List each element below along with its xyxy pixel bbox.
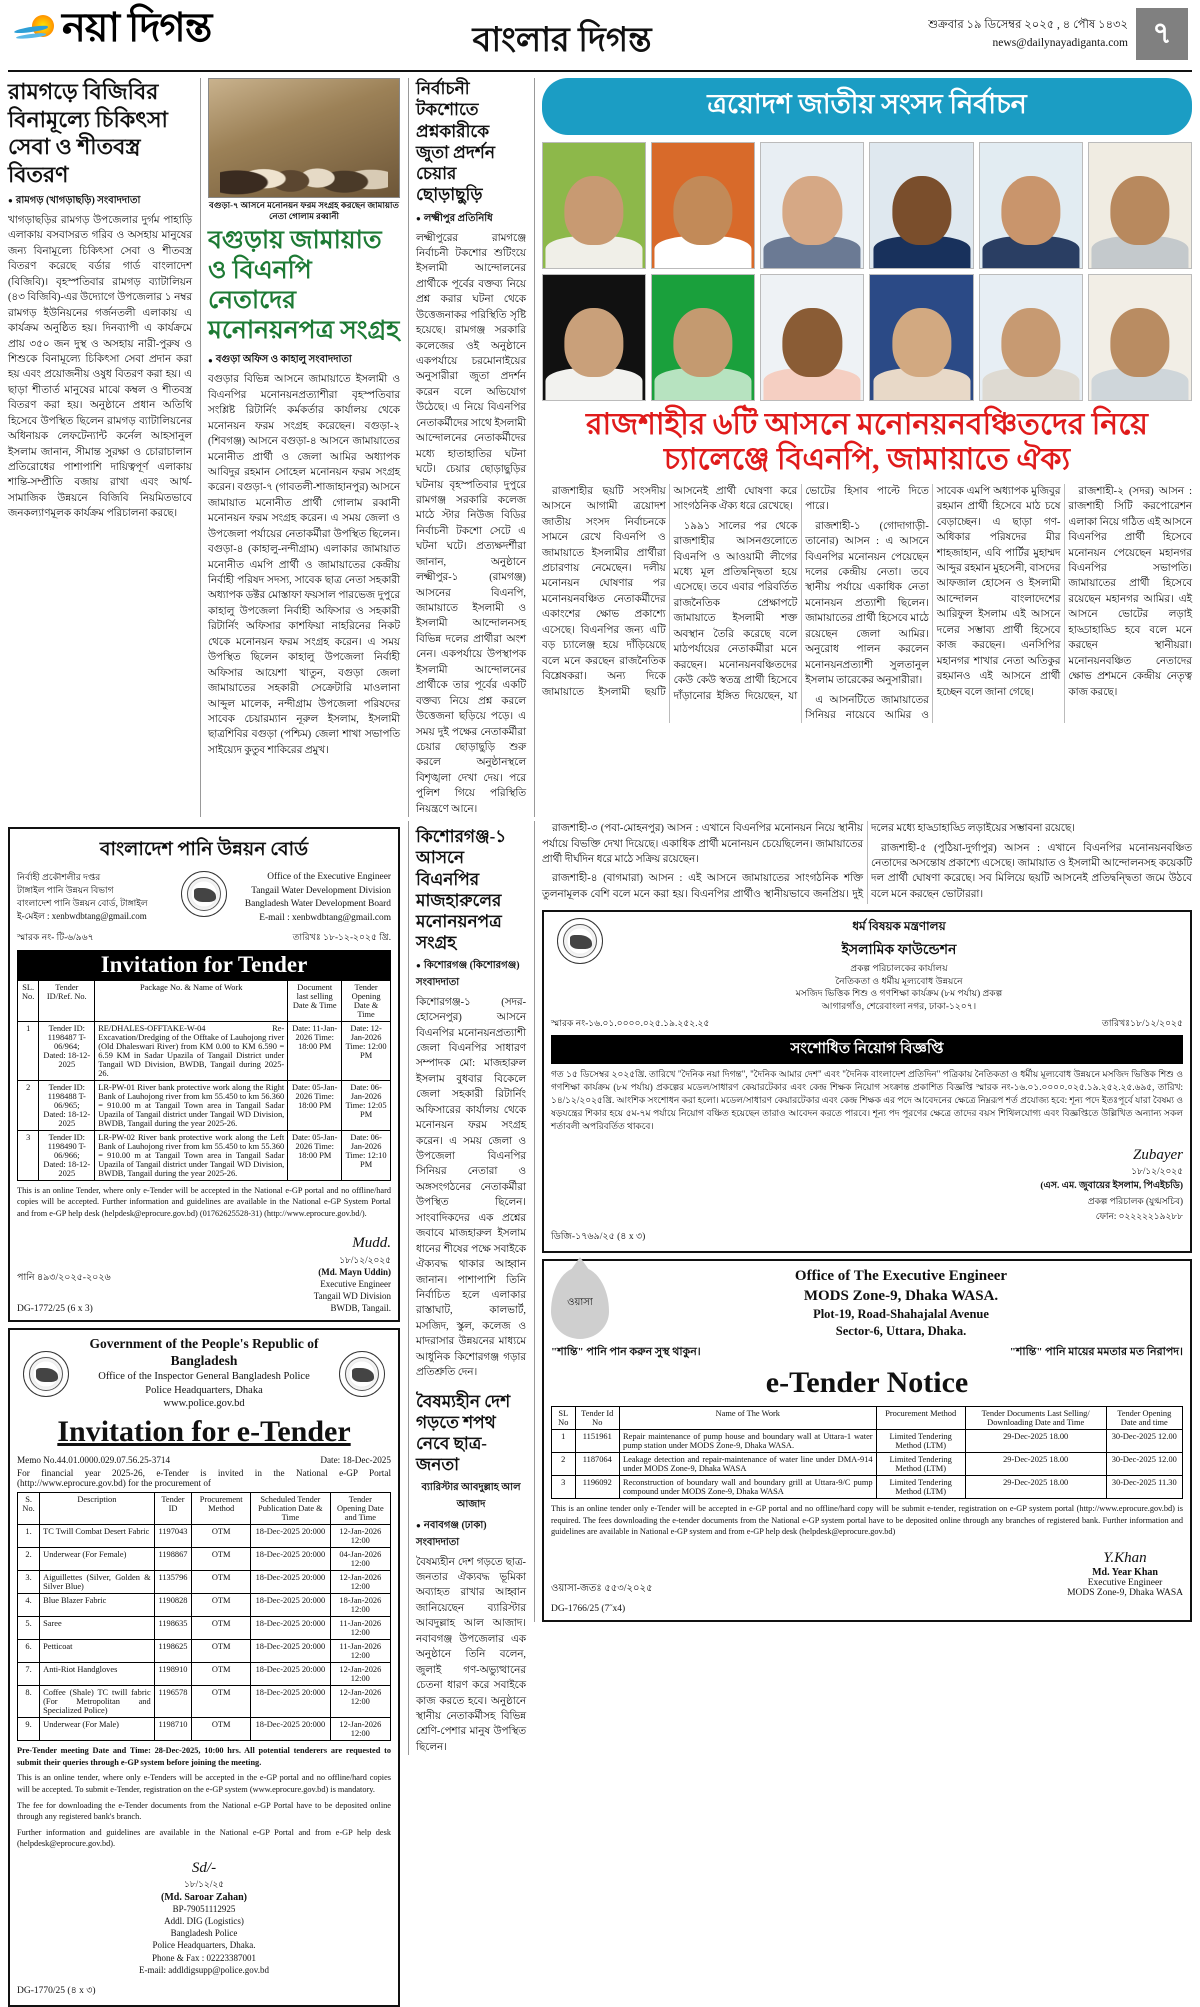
table-cell: 1190828 — [154, 1594, 192, 1617]
candidate-photo — [760, 142, 864, 269]
table-cell: 18-Jan-2026 12:00 — [330, 1594, 390, 1617]
text-line: Addl. DIG (Logistics) — [164, 1916, 244, 1927]
islamic-foundation-seal-icon — [557, 918, 603, 964]
table-column-header: Tender Opening Date and time — [1106, 1407, 1182, 1430]
table-cell: 18-Dec-2025 20:000 — [251, 1718, 331, 1741]
if-title-lines — [615, 918, 1183, 962]
table-cell: OTM — [192, 1548, 251, 1571]
election-paragraph: ১৯৯১ সালের পর থেকে রাজশাহীর আসনগুলোতে বিএনপি ও আওয়ামী লীগের মধ্যে মূল প্রতিদ্বন্দ্বিতা হয়ে এসেছে। তবে এবার পরিবর্তিত রাজনৈতিক প্রেক্ষাপটে জামায়াতে ইসলামী শক্ত অবস্থান তৈরি করেছে বলে মাঠপর্যায়ের নেতাকর্মীরা মনে করছেন। মনোনয়নবঞ্চিতদের কেউ কেউ স্বতন্ত্র প্রার্থী হিসেবে দাঁড়ানোর ইঙ্গিত দিয়েছেন, যা ভোটের হিসাব পাল্টে দিতে পারে। — [673, 485, 929, 702]
bwdb-memo: স্মারক নং- টি-৬/৯৬৭ — [17, 931, 94, 942]
election-banner: ত্রয়োদশ জাতীয় সংসদ নির্বাচন — [542, 78, 1192, 135]
table-cell: 18-Dec-2025 20:000 — [251, 1617, 331, 1640]
ads-right-column — [534, 821, 1192, 1622]
table-cell: 1. — [18, 1525, 40, 1548]
bwdb-tender-ad — [8, 827, 400, 1322]
candidate-photo-grid — [542, 142, 1192, 401]
bwdb-title: বাংলাদেশ পানি উন্নয়ন বোর্ড — [99, 839, 309, 861]
wasa-signature-mark: Y.Khan — [1103, 1550, 1147, 1567]
table-cell: Date: 06-Jan-2026 Time: 12:10 PM — [342, 1130, 391, 1180]
text-line: www.police.gov.bd — [163, 1398, 245, 1410]
if-date: তারিখঃ১৮/১২/২০২৫ — [1101, 1018, 1183, 1028]
table-column-header: Scheduled Tender Publication Date & Time — [251, 1493, 331, 1525]
table-cell: 3 — [18, 1130, 39, 1180]
if-signature-mark: Zubayer — [1133, 1147, 1183, 1164]
if-sig-name: (এস. এম. জুবায়ের ইসলাম, পিএইচডি) — [1040, 1181, 1183, 1192]
if-sub-lines — [615, 962, 1183, 1012]
table-cell: 8. — [18, 1686, 40, 1718]
column-bgb — [8, 78, 192, 817]
bwdb-sig-date: ১৮/১২/২০২৫ — [339, 1254, 391, 1265]
text-line: আগারগাঁও, শেরেবাংলা নগর, ঢাকা-১২০৭। — [821, 1000, 977, 1011]
table-cell: 2 — [552, 1453, 576, 1476]
table-row — [18, 1718, 391, 1741]
text-line: মসজিদ ভিত্তিক শিশু ও গণশিক্ষা কার্যক্রম (৮ম পর্যায়) প্রকল্প — [795, 988, 1003, 999]
table-cell: Blue Blazer Fabric — [40, 1594, 155, 1617]
text-line: BWDB, Tangail. — [330, 1303, 391, 1314]
wasa-signature — [1067, 1550, 1183, 1598]
bwdb-signature-mark: Mudd. — [352, 1235, 391, 1252]
police-signature-mark: Sd/- — [191, 1859, 217, 1876]
text-line: Bangladesh Police — [170, 1928, 238, 1939]
candidate-photo — [1088, 274, 1192, 401]
table-cell: 4. — [18, 1594, 40, 1617]
table-cell: 1 — [18, 1021, 39, 1080]
text-line: নির্বাহী প্রকৌশলীর দপ্তর — [17, 872, 101, 883]
table-cell: TC Twill Combat Desert Fabric — [40, 1525, 155, 1548]
election-paragraph: এ আসনটিতে জামায়াতের সিনিয়র নায়েবে আমির ও সাবেক এমপি অধ্যাপক মুজিবুর রহমান প্রার্থী হিসেবে মাঠ চষে বেড়াচ্ছেন। এ ছাড়া গণ-অধিকার পরিষদের মীর শাহজাহান, এবি পার্টির মুহাম্মদ আব্দুর রহমান মুহসেনী, বাসদের আফজাল হোসেন ও ইসলামী আন্দোলন বাংলাদেশের আরিফুল ইসলাম এই আসনে দলের সম্ভাব্য প্রার্থী হিসেবে কাজ করছেন। এনসিপির মহানগর শাখার নেতা অতিকুর রহমানও এই আসনে প্রার্থী হচ্ছেন বলে জানা গেছে। — [805, 485, 1061, 721]
election-paragraph: রাজশাহীর ছয়টি সংসদীয় আসনে আগামী ত্রয়োদশ জাতীয় সংসদ নির্বাচনকে সামনে রেখে বিএনপি ও জামায়াতে ইসলামীর প্রার্থীরা প্রচারণায় নেমেছেন। দলীয় মনোনয়ন ঘোষণার পর মনোনয়নবঞ্চিত নেতাকর্মীদের একাংশের ক্ষোভ প্রকাশ্যে এসেছে। বিএনপির জন্য এটি বড় চ্যালেঞ্জ হয়ে দাঁড়িয়েছে বলে মনে করছেন রাজনৈতিক বিশ্লেষকরা। অন্য দিকে জামায়াতে ইসলামী ছয়টি আসনেই প্রার্থী ঘোষণা করে সাংগঠনিক ঐক্য ধরে রেখেছে। — [542, 485, 798, 698]
bwdb-right-address — [233, 871, 391, 926]
table-column-header: Package No. & Name of Work — [95, 980, 288, 1021]
table-cell: 1135796 — [154, 1571, 192, 1594]
police-table-body — [18, 1525, 391, 1741]
text-line: Executive Engineer — [320, 1278, 391, 1289]
table-column-header: Procurement Method — [192, 1493, 251, 1525]
table-cell: 6. — [18, 1640, 40, 1663]
table-row — [552, 1430, 1183, 1453]
table-column-header: Description — [40, 1493, 155, 1525]
if-signature — [551, 1147, 1183, 1224]
bogura-headline: বগুড়ায় জামায়াত ও বিএনপি নেতাদের মনোনয়নপত্র সংগ্রহ — [208, 227, 400, 345]
table-cell: 18-Dec-2025 20:000 — [251, 1686, 331, 1718]
text-line: প্রকল্প পরিচালক (যুগ্মসচিব) — [1087, 1196, 1183, 1207]
table-cell: 12-Jan-2026 12:00 — [330, 1663, 390, 1686]
table-cell: 30-Dec-2025 11.30 — [1106, 1476, 1182, 1499]
candidate-photo — [760, 274, 864, 401]
police-dg-code: DG-1770/25 (৪ x ৩) — [17, 1985, 96, 1996]
text-line: Executive Engineer — [1087, 1578, 1163, 1589]
table-cell: OTM — [192, 1571, 251, 1594]
text-line: Tangail WD Division — [313, 1291, 391, 1302]
wasa-logo-label: ওয়াসা — [567, 1296, 593, 1308]
table-row — [18, 1571, 391, 1594]
text-line: E-mail: addldigsupp@police.gov.bd — [139, 1964, 269, 1975]
table-cell: Tender ID: 1198487 T-06/964; Dated: 18-12-2025 — [39, 1021, 95, 1080]
table-column-header: Tender Opening Date and Time — [330, 1493, 390, 1525]
table-cell: Anti-Riot Handgloves — [40, 1663, 155, 1686]
masthead — [8, 0, 1192, 72]
wasa-office-lines — [619, 1267, 1183, 1339]
election-paragraph: রাজশাহী-৩ (পবা-মোহনপুর) আসন : এখানে বিএনপির মনোনয়ন নিয়ে স্থানীয় পর্যায়ে বিভক্তি দেখা দিয়েছে। একাধিক প্রার্থী মনোনয়ন চেয়েছিলেন। জামায়াতের প্রার্থী দীর্ঘদিন ধরে মাঠে সক্রিয় রয়েছেন। — [542, 823, 863, 865]
table-cell: 30-Dec-2025 12.00 — [1106, 1430, 1182, 1453]
text-line: ই-মেইল : xenbwdbtang@gmail.com — [17, 911, 147, 922]
wasa-note: This is an online tender only e-Tender will be accepted in e-GP portal and no offline/hard copy will be submit e-tender, registration on e-GP system portal (http://www.eprocure.gov.bd) is required. The fees downloading the e-tender documents from the National e-GP system portal have to be deposited online through any branches of registered bank. Further information and guidelines are available in National e-GP system and from e-GP help desk (helpdesk@eprocure.gov.bd) — [551, 1504, 1183, 1537]
bgb-headline: রামগড়ে বিজিবির বিনামূল্যে চিকিৎসা সেবা ও শীতবস্ত্র বিতরণ — [8, 79, 168, 187]
police-date: Date: 18-Dec-2025 — [320, 1455, 391, 1466]
sun-wave-icon — [14, 15, 56, 49]
column-bogura — [200, 78, 400, 817]
police-tender-ad — [8, 1328, 400, 2006]
table-cell: 1196092 — [575, 1476, 619, 1499]
oath-body: বৈষম্যহীন দেশ গড়তে ছাত্র-জনতার ঐক্যবদ্ধ ভূমিকা অব্যাহত রাখার আহ্বান জানিয়েছেন ব্যারিস্টার আবদুল্লাহ আল আজাদ। নবাবগঞ্জ উপজেলার এক অনুষ্ঠানে তিনি বলেন, জুলাই গণ-অভ্যুত্থানের চেতনা ধারণ করে সবাইকে কাজ করতে হবে। অনুষ্ঠানে স্থানীয় নেতাকর্মীসহ বিভিন্ন শ্রেণি-পেশার মানুষ উপস্থিত ছিলেন। — [416, 1556, 526, 1753]
table-column-header: Name of The Work — [620, 1407, 877, 1430]
kishoreganj-headline: কিশোরগঞ্জ-১ আসনে বিএনপির মাজহারুলের মনোনয়নপত্র সংগ্রহ — [416, 827, 507, 953]
table-cell: Limited Tendering Method (LTM) — [876, 1430, 965, 1453]
ads-row — [8, 821, 1192, 2007]
wasa-slogans — [551, 1343, 1183, 1362]
bgb-byline: ● রামগড় (খাগড়াছড়ি) সংবাদদাতা — [8, 193, 192, 210]
table-column-header: Procurement Method — [876, 1407, 965, 1430]
date-line: শুক্রবার ১৯ ডিসেম্বর ২০২৫ , ৪ পৌষ ১৪৩২ — [928, 19, 1128, 31]
wasa-sig-name: Md. Year Khan — [1092, 1567, 1158, 1579]
table-row — [552, 1453, 1183, 1476]
table-cell: 1196578 — [154, 1686, 192, 1718]
column-kishoreganj — [408, 821, 526, 1755]
text-line: Phone & Fax : 02223387001 — [151, 1952, 256, 1963]
kishoreganj-byline: ● কিশোরগঞ্জ (কিশোরগঞ্জ) সংবাদদাতা — [416, 958, 526, 992]
bwdb-tender-table — [17, 980, 391, 1181]
table-cell: 7. — [18, 1663, 40, 1686]
table-cell: 18-Dec-2025 20:000 — [251, 1640, 331, 1663]
table-cell: OTM — [192, 1686, 251, 1718]
wasa-tender-table — [551, 1406, 1183, 1499]
if-sig-lines — [551, 1194, 1183, 1224]
table-cell: 3. — [18, 1571, 40, 1594]
police-premeet: Pre-Tender meeting Date and Time: 28-Dec-2025, 10:00 hrs. All potential tenderers are requested to submit their queries through e-GP system before joining the meeting. — [17, 1746, 391, 1767]
table-cell: 1198910 — [154, 1663, 192, 1686]
bwdb-memo-bottom-wrap — [17, 1271, 111, 1314]
table-row — [18, 1617, 391, 1640]
table-cell: Date: 05-Jan-2026 Time: 18:00 PM — [288, 1080, 342, 1130]
table-cell: 12-Jan-2026 12:00 — [330, 1525, 390, 1548]
table-row — [18, 1663, 391, 1686]
oath-byline: ● নবাবগঞ্জ (ঢাকা) সংবাদদাতা — [416, 1518, 526, 1552]
bwdb-banner: Invitation for Tender — [17, 950, 391, 980]
text-line: Tangail Water Development Division — [251, 885, 391, 896]
bgb-body: খাগড়াছড়ির রামগড় উপজেলার দুর্গম পাহাড়ি এলাকায় বসবাসরত গরিব ও অসহায় মানুষের জন্য বিনামূল্যে চিকিৎসা সেবা ও শীতবস্ত্র বিতরণ করেছে বর্ডার গার্ড বাংলাদেশ (বিজিবি)। বৃহস্পতিবার রামগড় ব্যাটালিয়ন (৪৩ বিজিবি)-এর উদ্যোগে উপজেলার ১ নম্বর রামগড় ইউনিয়নের গর্জনতলী এলাকায় এ কার্যক্রম অনুষ্ঠিত হয়। দিনব্যাপী এ কার্যক্রমে প্রায় ৩৫০ জন দুস্থ ও অসহায় নারী-পুরুষ ও শিশুকে বিনামূল্যে চিকিৎসা সেবা প্রদান করা হয় এবং প্রয়োজনীয় ওষুধ বিতরণ করা হয়। এ ছাড়া শীতার্ত মানুষের মাঝে কম্বল ও শীতবস্ত্র বিতরণ করা হয়। অনুষ্ঠানে প্রধান অতিথি হিসেবে উপস্থিত ছিলেন রামগড় ব্যাটালিয়নের অধিনায়ক লেফটেন্যান্ট কর্নেল আহসানুল ইসলাম জানান, সীমান্ত সুরক্ষা ও চোরাচালান প্রতিরোধের পাশাপাশি দায়িত্বপূর্ণ এলাকায় শান্তি-সম্প্রীতি বজায় রাখা এবং আর্থ-সামাজিক উন্নয়নে বিজিবি নিয়মিতভাবে জনকল্যাণমূলক কার্যক্রম পরিচালনা করছে। — [8, 215, 192, 520]
table-cell: OTM — [192, 1663, 251, 1686]
police-logo-icon — [339, 1351, 385, 1397]
text-line: BP-79051112925 — [172, 1903, 236, 1914]
table-cell: Date: 05-Jan-2026 Time: 18:00 PM — [288, 1130, 342, 1180]
table-row — [552, 1476, 1183, 1499]
if-memo: স্মারক নং-১৬.০১.০০০০.০২৫.১৯.২৫২.২৫ — [551, 1018, 710, 1028]
police-intro: For financial year 2025-26, e-Tender is invited in the National e-GP Portal (http://www.eprocure.gov.bd) for the procurement of — [17, 1468, 391, 1489]
police-sig-lines — [17, 1903, 391, 1976]
candidate-photo — [1088, 142, 1192, 269]
bwdb-memo-row — [17, 930, 391, 945]
wasa-table-body — [552, 1430, 1183, 1499]
table-column-header: Tender Documents Last Selling/ Downloading Date and Time — [965, 1407, 1106, 1430]
wasa-sig-lines — [1067, 1578, 1183, 1598]
table-cell: Repair maintenance of pump house and boundary wall at Uttara-1 water pump station under MODS Zone-9, Dhaka WASA. — [620, 1430, 877, 1453]
table-cell: 1198867 — [154, 1548, 192, 1571]
table-cell: LR-PW-01 River bank protective work along the Right Bank of Lauhojong river from km 55.450 to km 56.360 = 910.00 m at Tangail Town area in Tangail Sadar Upazila of Tangail district under Tangail WD Division, BWDB, Tangail during the year 2025-26. — [95, 1080, 288, 1130]
table-column-header: Tender ID — [154, 1493, 192, 1525]
text-line: Bangladesh Water Development Board — [244, 899, 391, 910]
bogura-photo — [208, 78, 400, 198]
candidate-photo — [979, 142, 1083, 269]
center-title — [318, 0, 806, 71]
text-line: E-mail : xenbwdbtang@gmail.com — [259, 913, 391, 923]
bwdb-dg-code: DG-1772/25 (6 x 3) — [17, 1304, 93, 1315]
table-column-header: SL. No. — [18, 980, 39, 1021]
table-cell: 3 — [552, 1476, 576, 1499]
oath-headline: বৈষম্যহীন দেশ গড়তে শপথ নেবে ছাত্র-জনতা — [416, 1391, 511, 1475]
police-signature — [17, 1860, 391, 1976]
candidate-photo — [651, 142, 755, 269]
table-cell: Saree — [40, 1617, 155, 1640]
table-cell: Tender ID: 1198488 T-06/965; Dated: 18-12-2025 — [39, 1080, 95, 1130]
if-title-line: ধর্ম বিষয়ক মন্ত্রণালয় — [852, 919, 946, 934]
wasa-title: e-Tender Notice — [765, 1366, 969, 1400]
table-cell: 2. — [18, 1548, 40, 1571]
table-cell: 1197043 — [154, 1525, 192, 1548]
table-cell: Tender ID: 1198490 T-06/966; Dated: 18-12-2025 — [39, 1130, 95, 1180]
table-cell: Coffee (Shale) TC twill fabric (For Metropolitan and Specialized Police) — [40, 1686, 155, 1718]
bwdb-sig-lines — [314, 1278, 391, 1314]
bwdb-memo-bottom: পানি ৪৯৩/২০২৫-২০২৬ — [17, 1273, 111, 1284]
election-tail-body — [542, 821, 1192, 904]
center-title-text: বাংলার দিগন্ত — [472, 22, 652, 59]
table-cell: 2 — [18, 1080, 39, 1130]
wasa-tender-ad — [542, 1259, 1192, 1622]
police-office-lines — [83, 1370, 325, 1411]
table-cell: 29-Dec-2025 18.00 — [965, 1453, 1106, 1476]
table-row — [18, 1130, 391, 1180]
table-cell: Petticoat — [40, 1640, 155, 1663]
text-line: Office of the Inspector General Bangladesh Police — [98, 1371, 310, 1383]
police-memo-row — [17, 1455, 391, 1465]
table-row — [18, 1686, 391, 1718]
table-cell: Underwear (For Male) — [40, 1718, 155, 1741]
police-gov-line: Government of the People's Republic of Bangladesh — [89, 1336, 319, 1369]
table-cell: 18-Dec-2025 20:000 — [251, 1663, 331, 1686]
bogura-byline: ● বগুড়া অফিস ও কাহালু সংবাদদাতা — [208, 352, 400, 369]
table-cell: Limited Tendering Method (LTM) — [876, 1453, 965, 1476]
text-line: বাংলাদেশ পানি উন্নয়ন বোর্ড, টাঙ্গাইল — [17, 898, 148, 909]
text-line: Office of the Executive Engineer — [267, 872, 391, 883]
if-body: গত ১৫ ডিসেম্বর ২০২৫খ্রি. তারিখে "দৈনিক নয়া দিগন্ত", "দৈনিক আমার দেশ" এবং "দৈনিক বাংলাদেশ প্রতিদিন" পত্রিকায় নৈতিকতা ও ধর্মীয় মূল্যবোধ উন্নয়নে মসজিদ ভিত্তিক শিশু ও গণশিক্ষা কার্যক্রম (৮ম পর্যায়) প্রকল্পের মডেল/সাধারণ কেয়ারটেকার এবং কেন্দ্র শিক্ষক নিয়োগ সংক্রান্ত প্রকাশিত বিজ্ঞপ্তি স্মারক নং-১৬.০১.০০০০.০২৫.১৯.২৫২.২৫.৬৯৫, তারিখ: ১৪/১২/২০২৫খ্রি. আংশিক সংশোধন করা হলো। মডেল/সাধারণ কেয়ারটেকার এবং কেন্দ্র শিক্ষক এর পদে আবেদনের ক্ষেত্রে নিম্নরূপ শর্ত প্রযোজ্য হবে: শূন্য পদে ইতঃপূর্বে যারা বৈষম্য ও ষড়যন্ত্রের শিকার হয়ে ৫ম-৭ম পর্যায়ে নিয়োগ বঞ্চিত হয়েছেন তারাও আবেদন করতে পারবে। শূন্য পদ পূরণের ক্ষেত্রে তাদের বয়স শিথিলযোগ্য এবং বিজ্ঞপ্তিতে উল্লিখিত অন্যান্য সকল শর্তাবলী অপরিবর্তিত থাকবে। — [551, 1069, 1183, 1132]
police-note1: This is an online tender, where only e-Tenders will be accepted in the e-GP portal and no offline/hard copies will be accepted. To submit e-Tender, registration on the e-GP system (www.eprocure.gov.bd) is mandatory. — [17, 1773, 391, 1794]
candidate-photo — [542, 274, 646, 401]
bwdb-signature — [314, 1233, 391, 1314]
candidate-photo — [869, 142, 973, 269]
table-row — [18, 1021, 391, 1080]
police-note3: Further information and guidelines are available in the National e-GP Portal and from e-GP help desk (helpdesk@eprocure.gov.bd). — [17, 1827, 391, 1849]
bwdb-left-address — [17, 871, 175, 923]
if-memo-row — [551, 1016, 1183, 1031]
table-cell: Limited Tendering Method (LTM) — [876, 1476, 965, 1499]
table-cell: OTM — [192, 1594, 251, 1617]
table-cell: 18-Dec-2025 20:000 — [251, 1525, 331, 1548]
table-cell: 1198635 — [154, 1617, 192, 1640]
top-content-row — [8, 78, 1192, 817]
table-cell: 18-Dec-2025 20:000 — [251, 1548, 331, 1571]
table-row — [18, 1640, 391, 1663]
police-memo: Memo No.44.01.0000.029.07.56.25-3714 — [17, 1455, 171, 1466]
table-cell: 12-Jan-2026 12:00 — [330, 1718, 390, 1741]
table-cell: 1198625 — [154, 1640, 192, 1663]
table-cell: Reconstruction of boundary wall and boundary grill at Uttara-9/C pump compound under MODS Zone-9, Dhaka WASA — [620, 1476, 877, 1499]
candidate-photo — [651, 274, 755, 401]
police-table-header — [18, 1493, 391, 1525]
kishoreganj-body: কিশোরগঞ্জ-১ (সদর-হোসেনপুর) আসনে বিএনপির মনোনয়নপ্রত্যাশী জেলা বিএনপির সাধারণ সম্পাদক মো: মাজহারুল ইসলাম বুধবার বিকেলে জেলা সহকারী রিটার্নিং অফিসারের কার্যালয় থেকে মনোনয়ন ফরম সংগ্রহ করেন। এ সময় জেলা ও উপজেলা বিএনপির সিনিয়র নেতারা ও অঙ্গসংগঠনের নেতাকর্মীরা উপস্থিত ছিলেন। সাংবাদিকদের এক প্রশ্নের জবাবে মাজহারুল ইসলাম ধানের শীষের পক্ষে সবাইকে ঐক্যবদ্ধ থাকার আহ্বান জানান। পাশাপাশি তিনি নির্বাচিত হলে এলাকার রাস্তাঘাট, কালভার্ট, মসজিদ, স্কুল, কলেজ ও মাদরাসার উন্নয়নের মাধ্যমে আধুনিক কিশোরগঞ্জ গড়ার প্রতিশ্রুতি দেন। — [416, 996, 526, 1379]
table-cell: 29-Dec-2025 18.00 — [965, 1476, 1106, 1499]
ads-left-column — [8, 821, 400, 2007]
talkshow-headline: নির্বাচনী টকশোতে প্রশ্নকারীকে জুতা প্রদর্শন চেয়ার ছোড়াছুড়ি — [416, 79, 495, 205]
election-paragraph: রাজশাহী-২ (সদর) আসন : রাজশাহী সিটি করপোরেশন এলাকা নিয়ে গঠিত এই আসনে বিএনপির প্রার্থী হিসেবে মনোনয়ন পেয়েছেন মহানগর বিএনপির সভাপতি। জামায়াতের প্রার্থী হিসেবে রয়েছেন মহানগর আমির। এই আসনে ভোটের লড়াই হাড্ডাহাড্ডি হবে বলে মনে করছেন স্থানীয়রা। মনোনয়নবঞ্চিত নেতাদের ক্ষোভ প্রশমনে কেন্দ্রীয় নেতৃত্ব কাজ করছে। — [1068, 485, 1192, 698]
text-line: নৈতিকতা ও ধর্মীয় মূল্যবোধ উন্নয়নে — [835, 975, 963, 986]
wasa-drop-icon — [551, 1267, 609, 1339]
table-cell: 9. — [18, 1718, 40, 1741]
wasa-office-line: Sector-6, Uttara, Dhaka. — [835, 1323, 967, 1338]
table-row — [18, 1594, 391, 1617]
oath-sub: ব্যারিস্টার আবদুল্লাহ আল আজাদ — [421, 1481, 521, 1510]
text-line: টাঙ্গাইল পানি উন্নয়ন বিভাগ — [17, 885, 114, 896]
masthead-meta — [806, 0, 1136, 53]
table-column-header: Tender ID/Ref. No. — [39, 980, 95, 1021]
candidate-photo — [869, 274, 973, 401]
police-title: Invitation for e-Tender — [57, 1415, 351, 1449]
police-sig-date: ১৮/১২/২৫ — [183, 1878, 225, 1889]
candidate-photo — [542, 142, 646, 269]
wasa-slogan-left: "শান্তি" পানি পান করুন সুস্থ থাকুন। — [551, 1346, 701, 1359]
column-election — [534, 78, 1192, 817]
candidate-photo — [979, 274, 1083, 401]
table-cell: 18-Dec-2025 20:000 — [251, 1571, 331, 1594]
table-cell: 12-Jan-2026 12:00 — [330, 1686, 390, 1718]
table-row — [18, 1525, 391, 1548]
page-number-badge: ৭ — [1136, 8, 1188, 60]
table-cell: 30-Dec-2025 12.00 — [1106, 1453, 1182, 1476]
table-cell: RE/DHALES-OFFTAKE-W-04 Re-Excavation/Dredging of the Offtake of Lauhojong river (Old Dhaleswari River) from KM 0.00 to KM 6.590 = 6.59 KM in Sadar Upazila of Tangail District under Tangail WD Division, BWDB, Tangail during 2025-26. — [95, 1021, 288, 1080]
police-tender-table — [17, 1492, 391, 1741]
bwdb-table-header — [18, 980, 391, 1021]
text-line: Police Headquarters, Dhaka — [145, 1384, 263, 1396]
talkshow-byline: ● লক্ষ্মীপুর প্রতিনিধি — [416, 211, 526, 228]
table-cell: 29-Dec-2025 18.00 — [965, 1430, 1106, 1453]
wasa-memo: ওয়াসা-জতঃ ৫৫৩/২০২৫ — [551, 1583, 653, 1595]
wasa-office-line: MODS Zone-9, Dhaka WASA. — [803, 1287, 999, 1304]
election-headline: রাজশাহীর ৬টি আসনে মনোনয়নবঞ্চিতদের নিয়ে চ্যালেঞ্জে বিএনপি, জামায়াতে ঐক্য — [586, 408, 1148, 477]
table-cell: OTM — [192, 1525, 251, 1548]
wasa-office-line: Office of The Executive Engineer — [794, 1268, 1008, 1285]
table-cell: 1187064 — [575, 1453, 619, 1476]
logo-text: নয়া দিগন্ত — [62, 5, 212, 50]
bwdb-note: This is an online Tender, where only e-Tender will be accepted in the National e-GP portal and no offline/hard copies will be accepted. Further information and guidelines are available in the National e-GP System Portal and from e-GP help desk (helpdesk@eprocure.gov.bd) (01762625528-31) (http://www.eprocure.gov.bd/). — [17, 1185, 391, 1218]
table-column-header: SL No — [552, 1407, 576, 1430]
table-cell: Date: 06-Jan-2026 Time: 12:05 PM — [342, 1080, 391, 1130]
table-cell: 1198710 — [154, 1718, 192, 1741]
table-cell: 11-Jan-2026 12:00 — [330, 1640, 390, 1663]
table-cell: 11-Jan-2026 12:00 — [330, 1617, 390, 1640]
table-cell: OTM — [192, 1640, 251, 1663]
logo[interactable] — [8, 0, 318, 48]
wasa-slogan-right: "শান্তি" পানি মায়ের মমতার মত নিরাপদ। — [1009, 1346, 1183, 1359]
wasa-dg-code: DG-1766/25 (7˝x4) — [551, 1604, 626, 1615]
table-column-header: S. No. — [18, 1493, 40, 1525]
text-line: MODS Zone-9, Dhaka WASA — [1067, 1588, 1183, 1599]
column-talkshow — [408, 78, 526, 817]
bwdb-sig-name: (Md. Mayn Uddin) — [318, 1266, 391, 1277]
table-cell: OTM — [192, 1718, 251, 1741]
table-cell: Aiguillettes (Silver, Golden & Silver Blue) — [40, 1571, 155, 1594]
election-body — [542, 484, 1192, 724]
bwdb-table-body — [18, 1021, 391, 1180]
islamic-foundation-ad — [542, 910, 1192, 1253]
text-line: Police Headquarters, Dhaka. — [152, 1940, 256, 1951]
bogura-caption: বগুড়া-৭ আসনে মনোনয়ন ফরম সংগ্রহ করছেন জামায়াত নেতা গোলাম রব্বানী — [209, 200, 399, 222]
table-cell: 5. — [18, 1617, 40, 1640]
election-paragraph: রাজশাহী-৫ (পুঠিয়া-দুর্গাপুর) আসন : এখানে বিএনপির মনোনয়নবঞ্চিত নেতাদের অসন্তোষ প্রকাশ্যে এসেছে। জামায়াত ও ইসলামী আন্দোলনসহ কয়েকটি দল প্রার্থী ঘোষণা করেছে। সব মিলিয়ে ছয়টি আসনেই প্রতিদ্বন্দ্বিতা জমে উঠবে বলে মনে করছেন ভোটাররা। — [871, 842, 1192, 900]
table-cell: 18-Dec-2025 20:000 — [251, 1594, 331, 1617]
table-cell: Date: 11-Jan-2026 Time: 18:00 PM — [288, 1021, 342, 1080]
bwdb-date: তারিখঃ ১৮-১২-২০২৫ খ্রি. — [292, 931, 391, 942]
if-sig-date: ১৮/১২/২০২৫ — [1131, 1166, 1183, 1177]
table-cell: LR-PW-02 River bank protective work along the Left Bank of Lauhojong river from km 55.450 to km 55.360 = 910.00 m at Tangail Town area in Tangail Sadar Upazila of Tangail district under Tangail WD Division, BWDB, Tangail during the year 2025-26. — [95, 1130, 288, 1180]
table-cell: Leakage detection and repair-maintenance of water line under DMA-914 under MODS Zone-9, Dhaka WASA — [620, 1453, 877, 1476]
talkshow-body: লক্ষ্মীপুরের রামগঞ্জে নির্বাচনী টকশোর শুটিংয়ে ইসলামী আন্দোলনের প্রার্থীকে পূর্বের বক্তব্য নিয়ে প্রশ্ন করার ঘটনা থেকে উত্তেজনাকর পরিস্থিতি সৃষ্টি হয়েছে। রামগঞ্জ সরকারি কলেজের ওই অনুষ্ঠানে একপর্যায়ে চরমোনাইয়ের অনুসারীরা জুতা প্রদর্শন করেন বলে অভিযোগ উঠেছে। এ নিয়ে বিএনপির নেতাকর্মীদের সাথে ইসলামী আন্দোলনের নেতাকর্মীদের মধ্যে হাতাহাতির ঘটনা ঘটে। চেয়ার ছোড়াছুড়ির ঘটনায় বৃহস্পতিবার দুপুরে রামগঞ্জ সরকারি কলেজ মাঠে স্টার নিউজ বিডির নির্বাচনী টকশো সেটে এ ঘটনা ঘটে। প্রত্যক্ষদর্শীরা জানান, অনুষ্ঠানে লক্ষ্মীপুর-১ (রামগঞ্জ) আসনের বিএনপি, জামায়াতে ইসলামী ও ইসলামী আন্দোলনসহ বিভিন্ন দলের প্রার্থীরা অংশ নেন। একপর্যায়ে উপস্থাপক ইসলামী আন্দোলনের প্রার্থীকে তার পূর্বের একটি বক্তব্য নিয়ে প্রশ্ন করলে উত্তেজনা ছড়িয়ে পড়ে। এ সময় দুই পক্ষের নেতাকর্মীরা চেয়ার ছোড়াছুড়ি শুরু করলে অনুষ্ঠানস্থলে বিশৃঙ্খলা দেখা দেয়। পরে পুলিশ গিয়ে পরিস্থিতি নিয়ন্ত্রণে আনে। — [416, 232, 526, 815]
wasa-table-header — [552, 1407, 1183, 1430]
table-cell: Date: 12-Jan-2026 Time: 12:00 PM — [342, 1021, 391, 1080]
bwdb-seal-icon — [181, 871, 227, 917]
table-cell: 1 — [552, 1430, 576, 1453]
table-cell: OTM — [192, 1617, 251, 1640]
text-line: ফোন: ০২২২২২১৯২৮৮ — [1095, 1211, 1183, 1222]
table-column-header: Tender Opening Date & Time — [342, 980, 391, 1021]
table-cell: 12-Jan-2026 12:00 — [330, 1571, 390, 1594]
table-column-header: Tender Id No — [575, 1407, 619, 1430]
police-seal-icon — [23, 1351, 69, 1397]
text-line: প্রকল্প পরিচালকের কার্যালয় — [850, 963, 948, 974]
table-row — [18, 1080, 391, 1130]
police-note2: The fee for downloading the e-Tender documents from the National e-GP Portal have to be deposited online through any registered bank's branch. — [17, 1800, 391, 1822]
if-title-line: ইসলামিক ফাউন্ডেশন — [841, 943, 957, 959]
wasa-office-line: Plot-19, Road-Shahajalal Avenue — [813, 1307, 989, 1322]
bogura-body: বগুড়ার বিভিন্ন আসনে জামায়াতে ইসলামী ও বিএনপির মনোনয়নপ্রত্যাশীরা বৃহস্পতিবার সংশ্লিষ্ট রিটার্নিং কর্মকর্তার কার্যালয় থেকে মনোনয়ন ফরম সংগ্রহ করেছেন। বগুড়া-২ (শিবগঞ্জ) আসনে বগুড়া-৪ আসনে জামায়াতের মনোনীত প্রার্থী ও জেলা আমির অধ্যাপক আবিদুর রহমান সোহেল মনোনয়ন ফরম সংগ্রহ করেন। বগুড়া-৭ (গাবতলী-শাজাহানপুর) আসনে জামায়াত মনোনীত প্রার্থী গোলাম রব্বানী মনোনয়ন ফরম সংগ্রহ করেন। এ সময় জেলা ও উপজেলা পর্যায়ের নেতাকর্মীরা উপস্থিত ছিলেন। বগুড়া-৪ (কাহালু-নন্দীগ্রাম) এলাকার জামায়াত মনোনীত এমপি প্রার্থী ও জামায়াতের কেন্দ্রীয় নির্বাহী পরিষদ সদস্য, সাবেক ছাত্র নেতা সহকারী অধ্যাপক ডক্টর মোস্তাফা ফয়সাল পারভেজ দুপুরে কাহালু উপজেলা নির্বাহী অফিসার ও সহকারী রিটার্নিং অফিসার কাশফিয়া নাহরিনের নিকট থেকে মনোনয়ন ফরম সংগ্রহ করেন। এ সময় উপস্থিত ছিলেন কাহালু উপজেলা নির্বাহী অফিসার আয়েশা খাতুন, বগুড়া জেলা জামায়াতের সহকারী সেক্রেটারি মাওলানা আব্দুল মালেক, নন্দীগ্রাম উপজেলা পরিষদের সাবেক চেয়ারম্যান নূরুল ইসলাম, ইসলামী ছাত্রশিবির বগুড়া (পশ্চিম) জেলা শাখা সভাপতি সাইয়্যেদ কুতুব শাকিরের প্রমুখ। — [208, 374, 400, 756]
email-line: news@dailynayadiganta.com — [992, 37, 1128, 50]
if-dg-code: ডিজি-১৭৬৯/২৫ (৪ x ৩) — [551, 1232, 646, 1243]
election-paragraph: রাজশাহী-৪ (বাগমারা) আসন : এই আসনে জামায়াতের সাংগঠনিক শক্তি তুলনামূলক বেশি বলে মনে করা হয়। বিএনপির প্রার্থীও স্থানীয়ভাবে জনপ্রিয়। দুই দলের মধ্যে হাড্ডাহাড্ডি লড়াইয়ের সম্ভাবনা রয়েছে। — [542, 823, 1075, 900]
bwdb-header — [17, 871, 391, 926]
table-column-header: Document last selling Date & Time — [288, 980, 342, 1021]
table-cell: 1151961 — [575, 1430, 619, 1453]
table-row — [18, 1548, 391, 1571]
election-paragraph: রাজশাহী-১ (গোদাগাড়ী-তানোর) আসন : এ আসনে বিএনপির মনোনয়ন পেয়েছেন দলের কেন্দ্রীয় নেতা। তবে স্থানীয় পর্যায়ে একাধিক নেতা মনোনয়ন প্রত্যাশী ছিলেন। জামায়াতের প্রার্থী হিসেবে মাঠে রয়েছেন জেলা আমির। অনুরোধ পালন করলেন মনোনয়নপ্রত্যাশী সুলতানুল ইসলাম তারেকের অনুসারীরা। — [805, 520, 929, 687]
police-sig-name: (Md. Saroar Zahan) — [160, 1891, 248, 1903]
table-cell: 04-Jan-2026 12:00 — [330, 1548, 390, 1571]
if-banner: সংশোধিত নিয়োগ বিজ্ঞপ্তি — [551, 1035, 1183, 1064]
table-cell: Underwear (For Female) — [40, 1548, 155, 1571]
